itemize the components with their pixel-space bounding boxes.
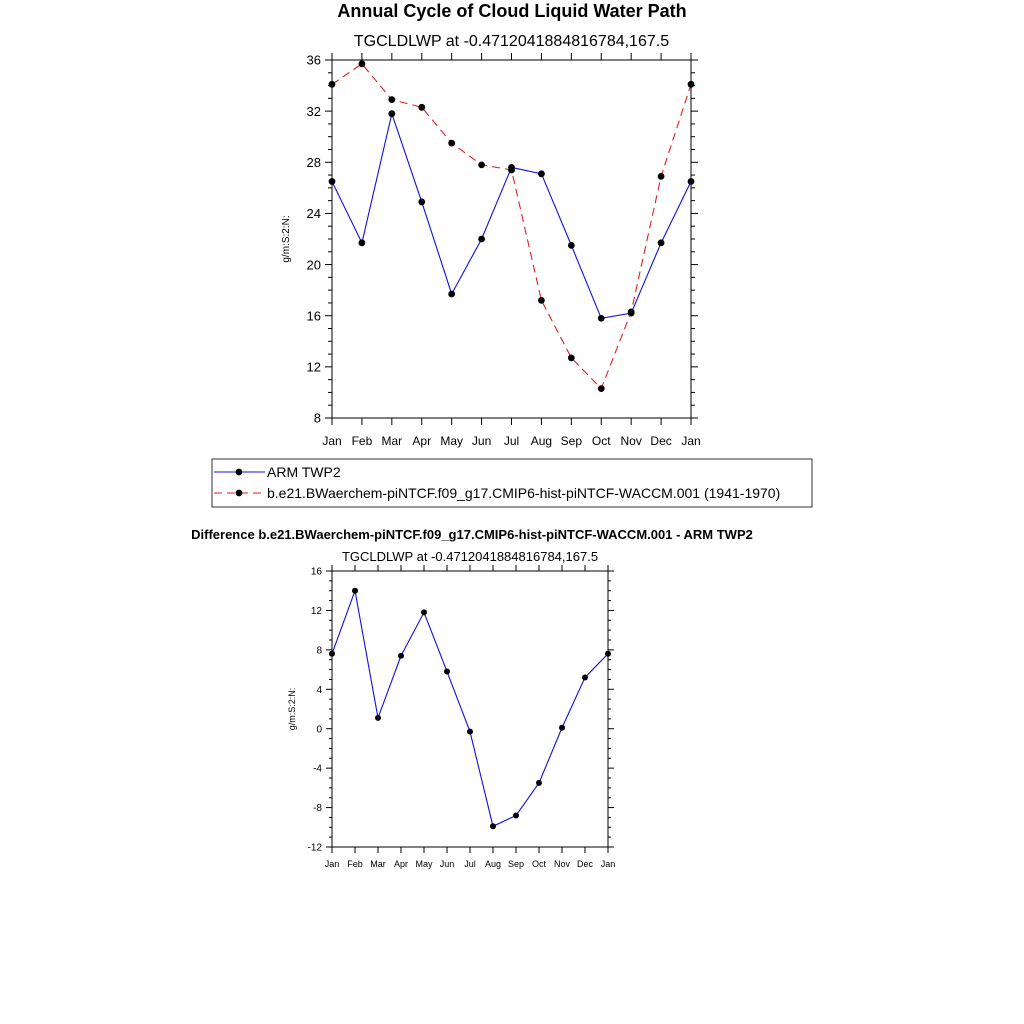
y-axis-label: g/m:S:2:N: (287, 687, 297, 731)
series-1-point (421, 609, 427, 615)
x-tick-label: Dec (576, 859, 594, 869)
series-1-point (568, 242, 575, 249)
series-1-point (418, 199, 425, 206)
y-tick-label: 32 (306, 103, 321, 119)
series-1-point (352, 588, 358, 594)
series-2-point (418, 104, 425, 111)
series-1-point (538, 170, 545, 177)
y-tick-label: 20 (306, 257, 321, 273)
x-tick-label: Sep (507, 859, 525, 869)
x-tick-label: Oct (531, 859, 547, 869)
x-tick-label: Jun (471, 434, 492, 448)
y-tick-label: 16 (310, 566, 322, 578)
x-tick-label: Sep (560, 434, 583, 448)
series-2-point (538, 297, 545, 304)
plot-frame (332, 571, 608, 847)
y-tick-label: 8 (316, 645, 322, 657)
series-1-point (658, 239, 665, 246)
x-tick-label: Nov (620, 434, 642, 448)
x-tick-label: Jan (322, 434, 342, 448)
series-2-point (688, 81, 695, 88)
legend-label-1: ARM TWP2 (267, 464, 341, 480)
series-1-point (536, 780, 542, 786)
series-1-point (398, 653, 404, 659)
series-2-point (448, 140, 455, 147)
y-tick-label: 8 (313, 410, 321, 426)
series-1-point (329, 178, 336, 185)
x-tick-label: Jun (439, 859, 455, 869)
series-1-point (444, 669, 450, 675)
series-2-point (628, 308, 635, 315)
x-tick-label: Mar (381, 434, 403, 448)
y-tick-label: -12 (307, 842, 322, 854)
series-line-2 (332, 64, 691, 389)
y-tick-label: 28 (306, 154, 321, 170)
series-2-point (508, 167, 515, 174)
chart-2 (287, 549, 615, 869)
series-1-point (448, 291, 455, 298)
series-1-point (467, 729, 473, 735)
x-tick-label: Jul (503, 434, 520, 448)
difference-title: Difference b.e21.BWaerchem-piNTCF.f09_g17.CMIP6-hist-piNTCF-WACCM.001 - ARM TWP2 (191, 527, 753, 542)
legend (212, 459, 812, 507)
series-2-point (329, 81, 336, 88)
y-tick-label: 16 (306, 308, 321, 324)
series-2-point (658, 173, 665, 180)
series-1-point (329, 651, 335, 657)
main-title: Annual Cycle of Cloud Liquid Water Path (337, 1, 687, 21)
x-tick-label: Oct (591, 434, 611, 448)
series-1-point (582, 674, 588, 680)
chart-1 (212, 33, 812, 507)
series-1-point (513, 812, 519, 818)
series-1-point (559, 725, 565, 731)
y-tick-label: 24 (306, 206, 321, 222)
series-line-1 (332, 114, 691, 319)
series-1-point (688, 178, 695, 185)
series-2-point (359, 60, 366, 67)
x-tick-label: Jul (464, 859, 476, 869)
y-tick-label: -4 (313, 763, 322, 775)
x-tick-label: May (415, 859, 433, 869)
series-1-point (598, 315, 605, 322)
chart-subtitle: TGCLDLWP at -0.4712041884816784,167.5 (341, 549, 599, 564)
x-tick-label: Jan (681, 434, 701, 448)
y-tick-label: 12 (306, 359, 321, 375)
series-1-point (490, 823, 496, 829)
series-2-point (568, 355, 575, 362)
x-tick-label: Apr (412, 434, 432, 448)
plot-frame (332, 60, 691, 418)
x-tick-label: Jan (600, 859, 616, 869)
x-tick-label: Aug (530, 434, 553, 448)
chart-subtitle: TGCLDLWP at -0.4712041884816784,167.5 (353, 33, 670, 50)
series-1-point (478, 236, 485, 243)
y-tick-label: 36 (306, 52, 321, 68)
series-1-point (359, 239, 366, 246)
x-tick-label: May (440, 434, 464, 448)
x-tick-label: Feb (351, 434, 373, 448)
legend-label-2: b.e21.BWaerchem-piNTCF.f09_g17.CMIP6-hist-piNTCF-WACCM.001 (1941-1970) (267, 485, 781, 501)
x-tick-label: Feb (347, 859, 363, 869)
x-tick-label: Aug (484, 859, 502, 869)
y-tick-label: 12 (310, 606, 322, 618)
y-tick-label: -8 (313, 803, 322, 815)
x-tick-label: Apr (393, 859, 409, 869)
series-line-1 (332, 591, 608, 827)
y-tick-label: 4 (316, 684, 322, 696)
legend-marker-1 (236, 469, 243, 476)
x-tick-label: Nov (553, 859, 571, 869)
series-1-point (605, 651, 611, 657)
x-tick-label: Jan (324, 859, 340, 869)
series-1-point (388, 110, 395, 117)
series-2-point (478, 161, 485, 168)
series-2-point (388, 96, 395, 103)
y-tick-label: 0 (316, 724, 322, 736)
series-1-point (375, 715, 381, 721)
x-tick-label: Dec (650, 434, 672, 448)
series-2-point (598, 385, 605, 392)
y-axis-label: g/m:S:2:N: (281, 215, 292, 263)
x-tick-label: Mar (370, 859, 386, 869)
legend-marker-2 (236, 490, 243, 497)
